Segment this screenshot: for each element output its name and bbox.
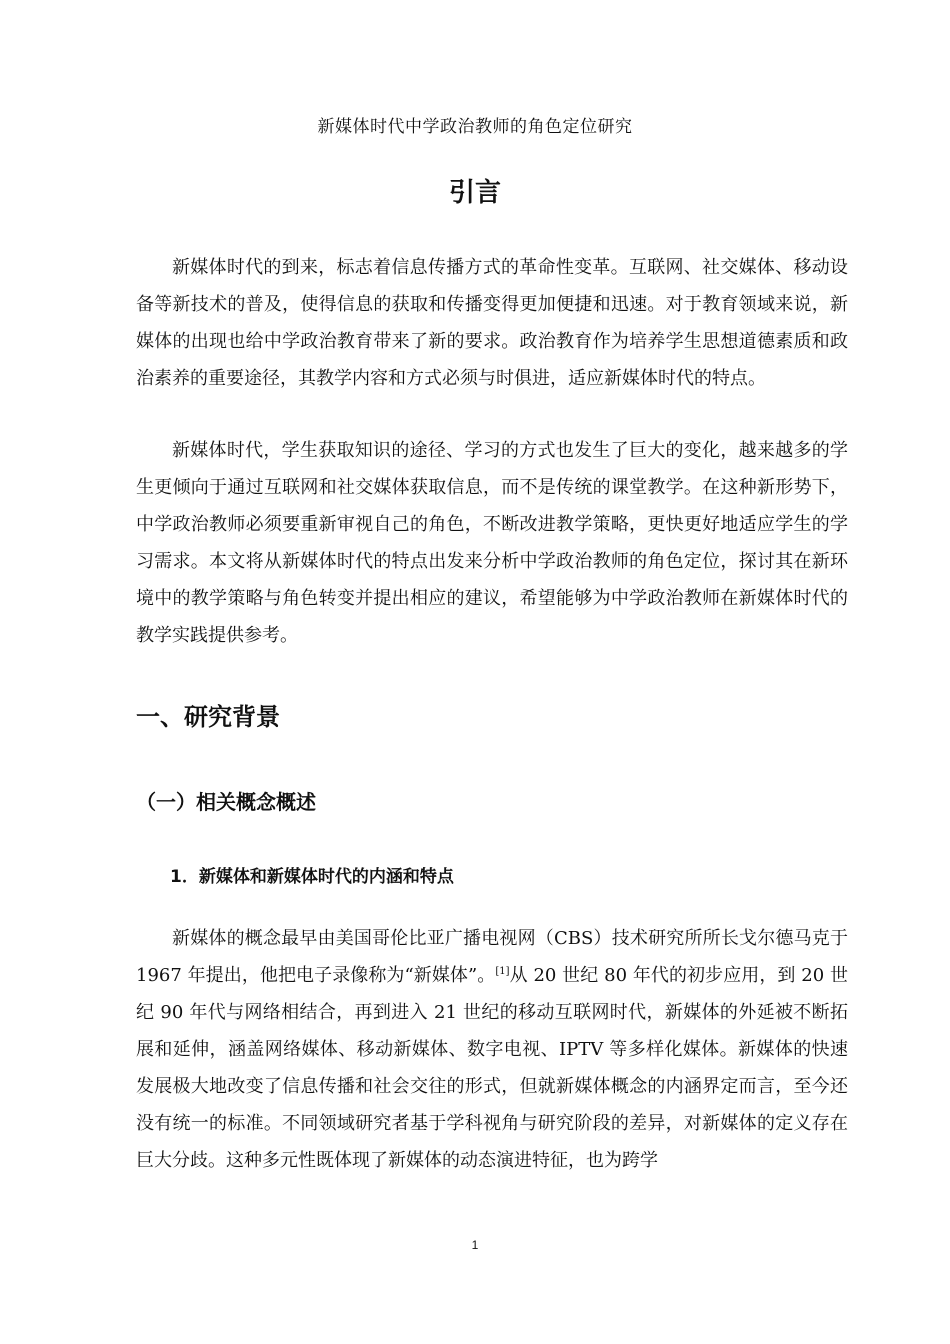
subsection-1-heading: （一）相关概念概述 bbox=[136, 790, 316, 814]
running-title: 新媒体时代中学政治教师的角色定位研究 bbox=[317, 117, 633, 137]
body-paragraph-new-media bbox=[136, 920, 848, 1179]
citation-mark[interactable]: [1] bbox=[495, 966, 510, 977]
body-text-after-citation: 从 20 世纪 80 年代的初步应用，到 20 世纪 90 年代与网络相结合，再到进入 21 世纪的移动互联网时代，新媒体的外延被不断拓展和延伸，涵盖网络媒体、移动新媒体、数字电视、IPTV 等多样化媒体。新媒体的快速发展极大地改变了信息传播和社会交往的形式，但就新媒体概念的内涵界定而言，至今还没有统一的标准。不同领域研究者基于学科视角与研究阶段的差异，对新媒体的定义存在巨大分歧。这种多元性既体现了新媒体的动态演进特征，也为跨学 bbox=[136, 965, 848, 1171]
page-number: 1 bbox=[471, 1238, 479, 1252]
intro-heading: 引言 bbox=[448, 178, 501, 208]
subsubsection-1-heading: 1．新媒体和新媒体时代的内涵和特点 bbox=[170, 867, 454, 887]
intro-paragraph-2: 新媒体时代，学生获取知识的途径、学习的方式也发生了巨大的变化，越来越多的学生更倾向于通过互联网和社交媒体获取信息，而不是传统的课堂教学。在这种新形势下，中学政治教师必须要重新审视自己的角色，不断改进教学策略，更快更好地适应学生的学习需求。本文将从新媒体时代的特点出发来分析中学政治教师的角色定位，探讨其在新环境中的教学策略与角色转变并提出相应的建议，希望能够为中学政治教师在新媒体时代的教学实践提供参考。 bbox=[136, 440, 848, 646]
intro-paragraph-1: 新媒体时代的到来，标志着信息传播方式的革命性变革。互联网、社交媒体、移动设备等新技术的普及，使得信息的获取和传播变得更加便捷和迅速。对于教育领域来说，新媒体的出现也给中学政治教育带来了新的要求。政治教育作为培养学生思想道德素质和政治素养的重要途径，其教学内容和方式必须与时俱进，适应新媒体时代的特点。 bbox=[136, 257, 848, 389]
body-text-before-citation: 新媒体的概念最早由美国哥伦比亚广播电视网（CBS）技术研究所所长戈尔德马克于 1967 年提出，他把电子录像称为“新媒体”。 bbox=[136, 928, 848, 986]
section-1-heading: 一、研究背景 bbox=[136, 703, 280, 731]
